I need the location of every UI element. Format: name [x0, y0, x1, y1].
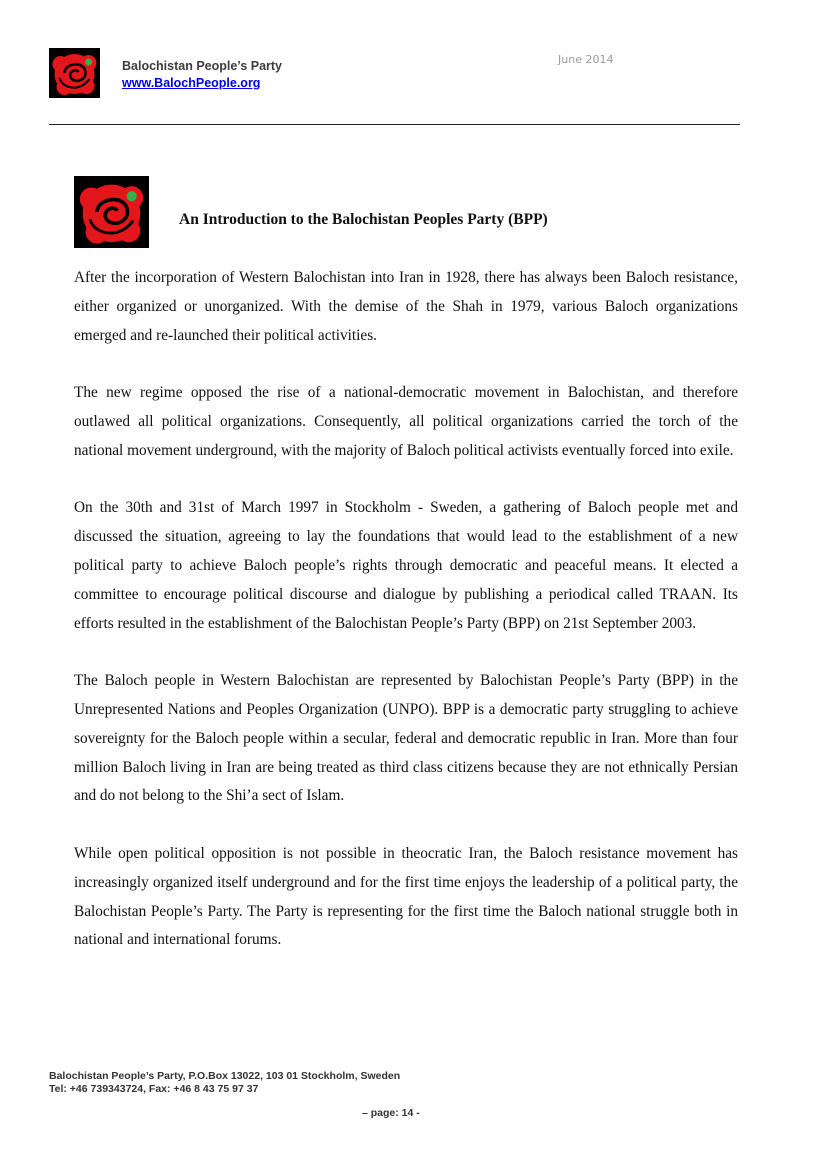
paragraph: While open political opposition is not possible in theocratic Iran, the Baloch resistance movement has increasingly organized itself underground and for the first time enjoys the leadership of a political party, the Balochistan People’s Party. The Party is representing for the first time the Baloch national struggle both in national and international forums. [74, 844, 738, 949]
page-number: – page: 14 - [362, 1107, 420, 1119]
header-website-link[interactable]: www.BalochPeople.org [122, 76, 261, 90]
paragraph: On the 30th and 31st of March 1997 in Stockholm - Sweden, a gathering of Baloch people met and discussed the situation, agreeing to lay the foundations that would lead to the establishment of a new political party to achieve Baloch people’s rights through democratic and peaceful means. It elected a committee to encourage political discourse and dialogue by publishing a periodical called TRAAN. Its efforts resulted in the establishment of the Balochistan People’s Party (BPP) on 21st September 2003. [74, 499, 738, 632]
paragraph: The Baloch people in Western Balochistan are represented by Balochistan People’s Party (BPP) in the Unrepresented Nations and Peoples Organization (UNPO). BPP is a democratic party struggling to achieve sovereignty for the Baloch people within a secular, federal and democratic republic in Iran. More than four million Baloch living in Iran are being treated as third class citizens because they are not ethnically Persian and do not belong to the Shi’a sect of Islam. [74, 672, 738, 805]
header-divider [49, 124, 740, 125]
document-title: An Introduction to the Balochistan Peoples Party (BPP) [179, 211, 548, 228]
paragraph: The new regime opposed the rise of a national-democratic movement in Balochistan, and therefore outlawed all political organizations. Consequently, all political organizations carried the torch of the national movement underground, with the majority of Baloch political activists eventually forced into exile. [74, 384, 738, 459]
rose-logo-icon [49, 48, 100, 98]
header-date: June 2014 [558, 53, 614, 66]
rose-logo-icon [74, 176, 149, 248]
paragraph: After the incorporation of Western Balochistan into Iran in 1928, there has always been Baloch resistance, either organized or unorganized. With the demise of the Shah in 1979, various Baloch organizations emerged and re-launched their political activities. [74, 269, 738, 344]
document-body [74, 264, 738, 984]
footer-address: Balochistan People’s Party, P.O.Box 13022, 103 01 Stockholm, Sweden [49, 1070, 401, 1082]
header-party-name: Balochistan People’s Party [122, 59, 283, 73]
footer-contact: Tel: +46 739343724, Fax: +46 8 43 75 97 37 [49, 1083, 259, 1095]
